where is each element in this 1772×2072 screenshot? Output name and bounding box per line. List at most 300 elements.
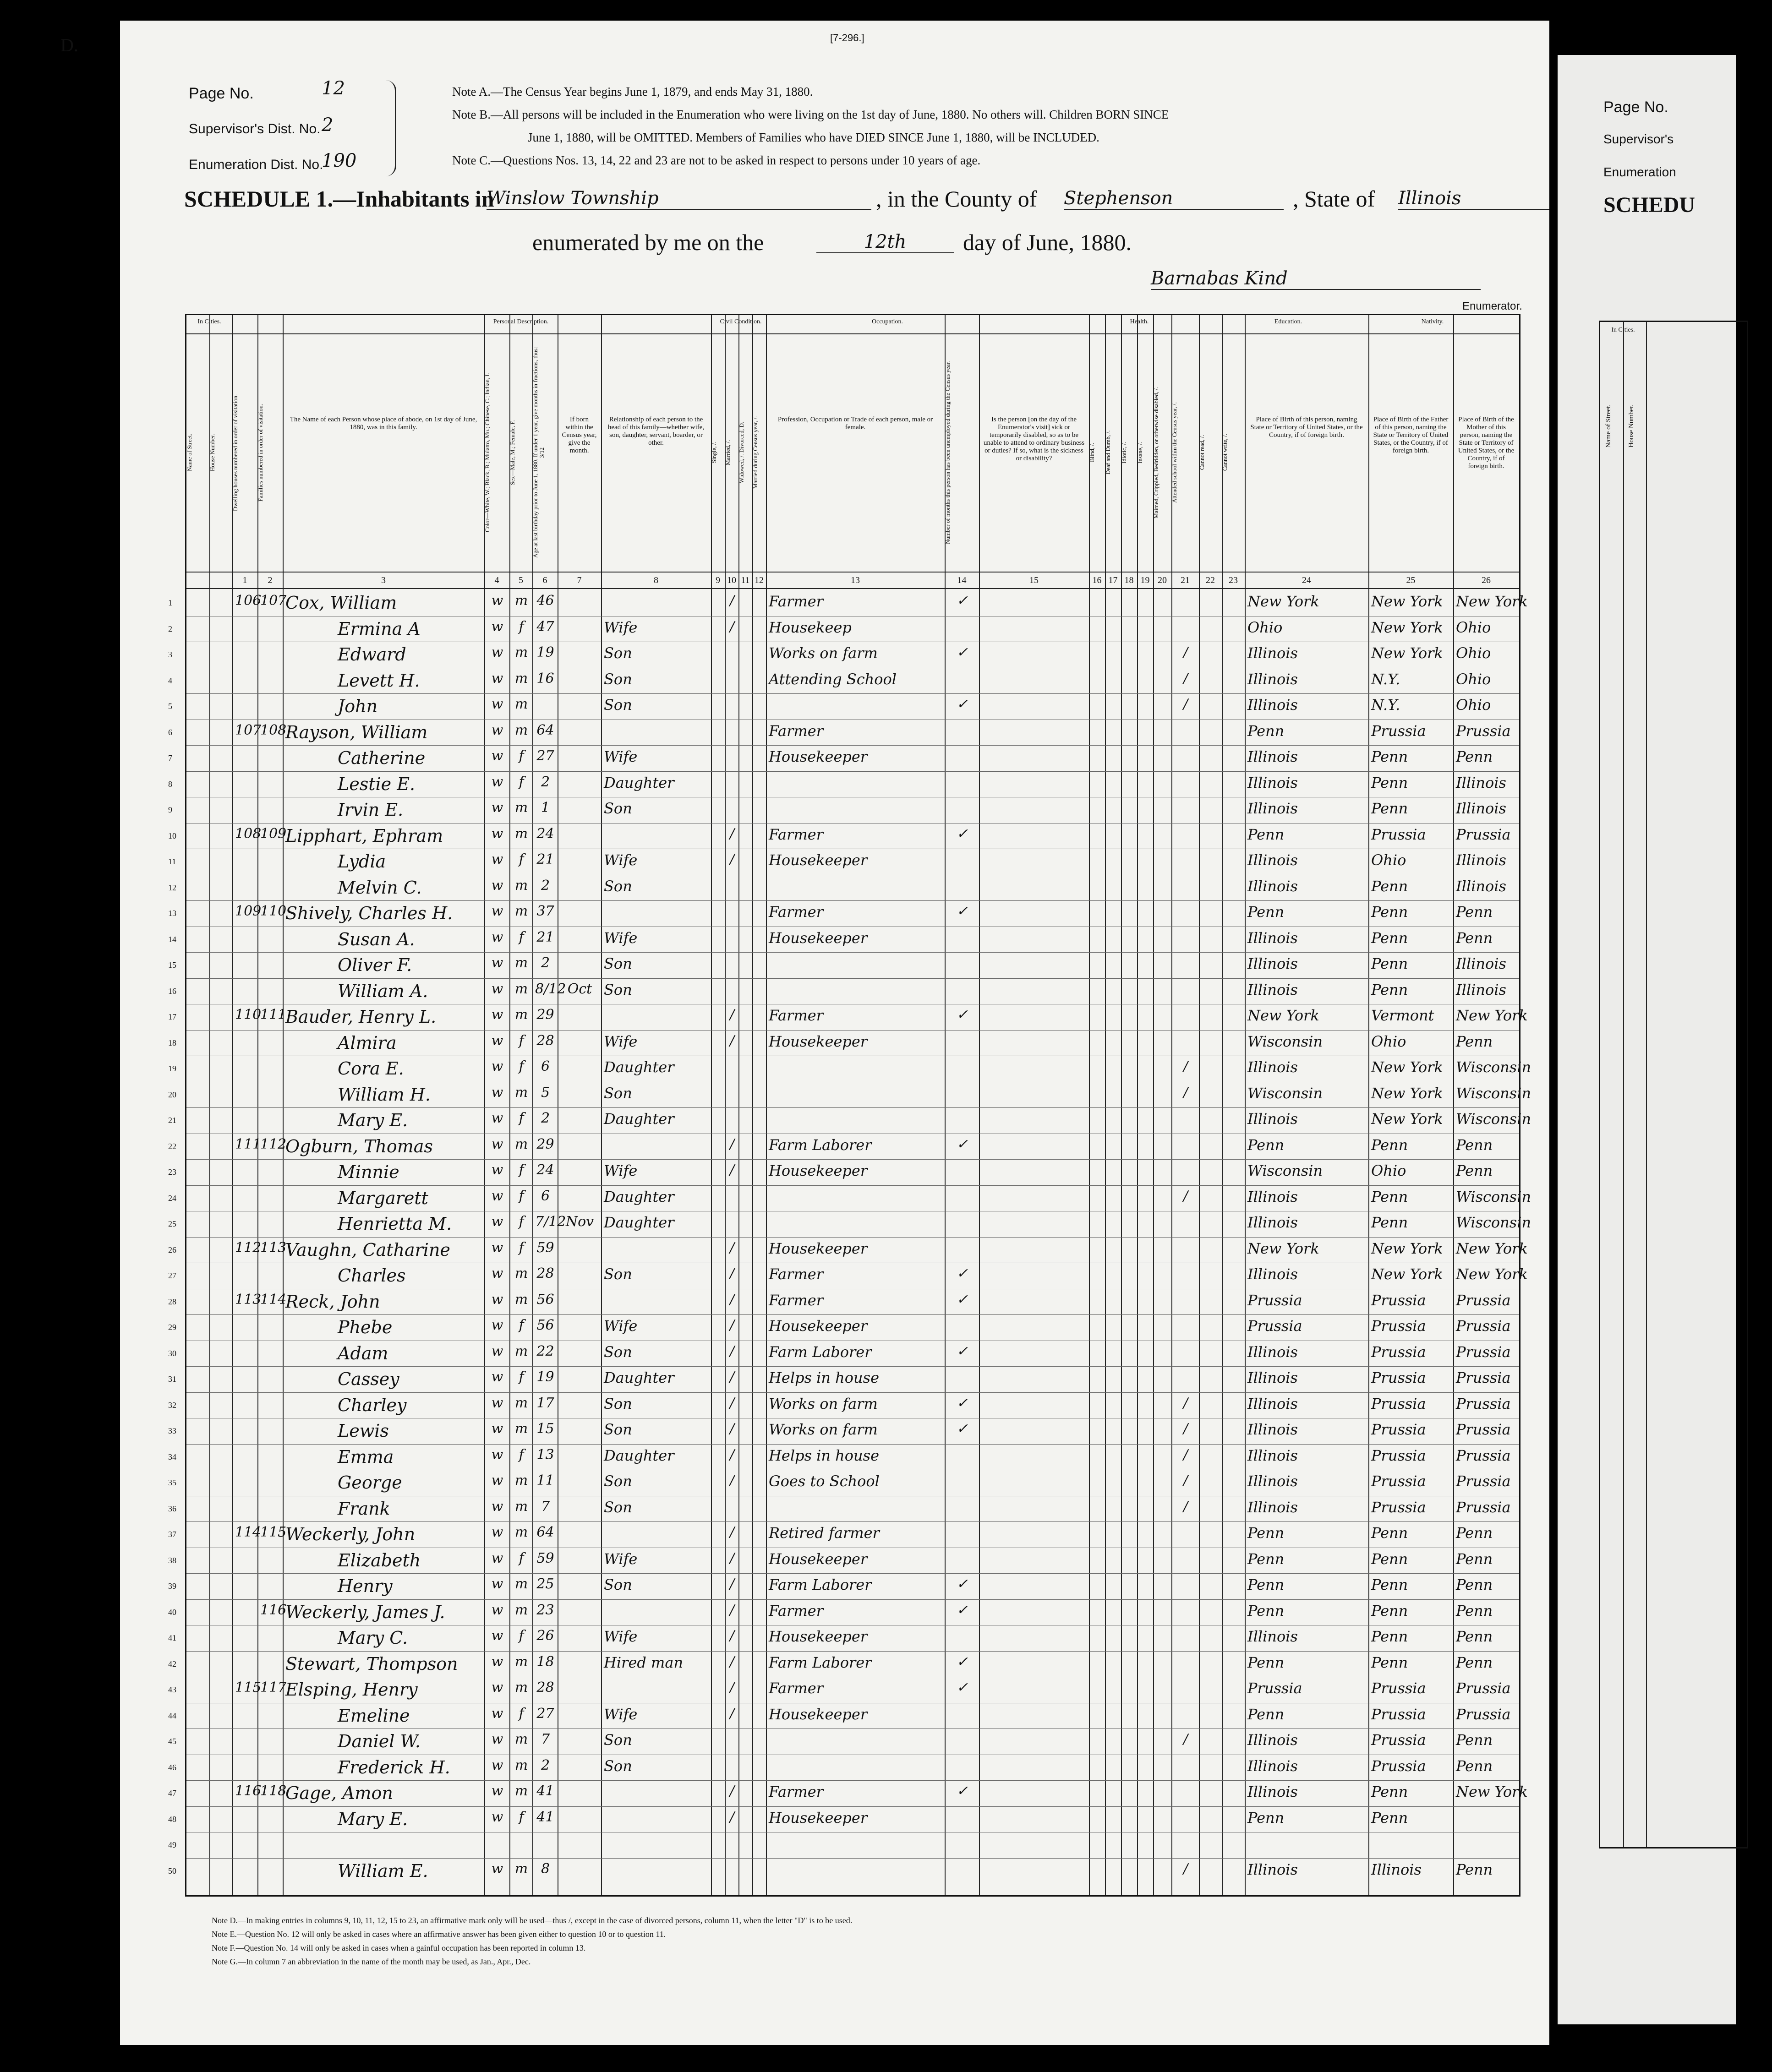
cell-sex: f xyxy=(519,1188,524,1204)
cell-color: w xyxy=(491,1058,503,1074)
cell-fb: Penn xyxy=(1371,981,1408,998)
table-row xyxy=(168,693,1519,720)
cell-age: 6 xyxy=(541,1188,550,1204)
cell-fb: Penn xyxy=(1371,800,1408,817)
cell-color: w xyxy=(491,1679,503,1696)
cell-fam: 116 xyxy=(260,1602,287,1618)
cell-sex: f xyxy=(519,1317,524,1333)
cell-fb: Prussia xyxy=(1371,825,1426,843)
cell-married: / xyxy=(729,1524,735,1540)
cell-b: Penn xyxy=(1247,722,1285,740)
cell-fb: New York xyxy=(1371,644,1443,662)
cell-rel: Wife xyxy=(604,618,638,636)
cell-fam: 118 xyxy=(260,1783,287,1799)
cell-name: Minnie xyxy=(338,1162,399,1182)
column-number: 10 xyxy=(727,575,736,585)
cell-rel: Wife xyxy=(604,1317,638,1335)
row-number: 41 xyxy=(168,1633,176,1642)
cell-b: Illinois xyxy=(1247,748,1298,765)
cell-name: William E. xyxy=(338,1860,428,1881)
cell-rel: Wife xyxy=(604,1162,638,1179)
cell-sex: f xyxy=(519,1032,524,1049)
cell-color: w xyxy=(491,1032,503,1049)
cell-color: w xyxy=(491,670,503,687)
cell-occ: Farmer xyxy=(769,1291,823,1309)
cell-age: 2 xyxy=(541,1757,550,1773)
cell-mb: Penn xyxy=(1456,1576,1493,1593)
cell-fam: 108 xyxy=(260,722,287,738)
cell-color: w xyxy=(491,929,503,945)
column-number: 3 xyxy=(381,575,386,585)
column-number: 5 xyxy=(519,575,523,585)
cell-unemp: ✓ xyxy=(956,825,968,842)
cell-name: Susan A. xyxy=(338,929,415,949)
column-number: 13 xyxy=(851,575,860,585)
table-row xyxy=(168,1107,1531,1134)
cell-sex: m xyxy=(514,1679,528,1696)
table-row xyxy=(168,1314,1519,1341)
cell-mb: Penn xyxy=(1456,1628,1493,1645)
cell-married: / xyxy=(729,1421,735,1437)
cell-mb: Prussia xyxy=(1456,1446,1511,1464)
cell-sex: m xyxy=(514,1757,528,1773)
cell-occ: Housekeeper xyxy=(769,1550,868,1568)
cell-mb: New York xyxy=(1456,1265,1528,1283)
cell-rel: Son xyxy=(604,981,632,998)
table-row xyxy=(168,616,1519,643)
group-in-cities: In Cities. xyxy=(197,318,221,325)
cell-color: w xyxy=(491,1395,503,1411)
table-row xyxy=(168,1030,1519,1057)
cell-name: Stewart, Thompson xyxy=(285,1653,458,1674)
cell-age: 21 xyxy=(536,929,554,945)
row-number: 18 xyxy=(168,1038,176,1047)
cell-color: w xyxy=(491,825,503,842)
cell-mb: Penn xyxy=(1456,1653,1493,1671)
cell-dw: 114 xyxy=(235,1524,262,1540)
cell-fb: Penn xyxy=(1371,1628,1408,1645)
adjacent-col-house: House Number. xyxy=(1628,404,1635,448)
column-header: Cannot read, /. xyxy=(1198,435,1205,470)
cell-unemp: ✓ xyxy=(956,1679,968,1696)
row-number: 34 xyxy=(168,1452,176,1461)
note-b-cont: June 1, 1880, will be OMITTED. Members of Families who have DIED SINCE June 1, 1880, will be INCLUDED. xyxy=(528,131,1099,144)
cell-fb: Prussia xyxy=(1371,1291,1426,1309)
cell-occ: Works on farm xyxy=(769,1421,878,1438)
cell-sex: m xyxy=(514,1343,528,1359)
cell-b: Illinois xyxy=(1247,1188,1298,1205)
cell-b: Illinois xyxy=(1247,1265,1298,1283)
adjacent-vline xyxy=(1623,322,1624,1847)
row-number: 43 xyxy=(168,1685,176,1694)
table-row xyxy=(168,1341,1519,1367)
cell-fb: Prussia xyxy=(1371,1369,1426,1386)
row-number: 30 xyxy=(168,1348,176,1358)
row-number: 40 xyxy=(168,1607,176,1617)
cell-mb: Prussia xyxy=(1456,1395,1511,1412)
cell-married: / xyxy=(729,1239,735,1256)
cell-fb: New York xyxy=(1371,593,1443,610)
cell-b: Illinois xyxy=(1247,1369,1298,1386)
cell-color: w xyxy=(491,1084,503,1101)
row-number: 38 xyxy=(168,1555,176,1565)
cell-married: / xyxy=(729,1291,735,1308)
row-number: 50 xyxy=(168,1866,176,1876)
cell-married: / xyxy=(729,1679,735,1696)
cell-school: / xyxy=(1183,1395,1188,1411)
cell-name: Shively, Charles H. xyxy=(285,903,453,923)
cell-married: / xyxy=(729,1369,735,1385)
cell-age: 46 xyxy=(536,593,554,609)
cell-rel: Son xyxy=(604,1757,632,1775)
cell-fb: Penn xyxy=(1371,1188,1408,1205)
cell-fb: Ohio xyxy=(1371,1162,1406,1179)
cell-rel: Daughter xyxy=(604,1214,674,1231)
cell-unemp: ✓ xyxy=(956,1653,968,1670)
cell-b: Penn xyxy=(1247,1602,1285,1619)
cell-name: Lestie E. xyxy=(338,774,416,794)
cell-mb: Illinois xyxy=(1456,774,1506,791)
cell-age: 17 xyxy=(536,1395,554,1411)
cell-age: 6 xyxy=(541,1058,550,1074)
row-number: 29 xyxy=(168,1323,176,1332)
row-number: 35 xyxy=(168,1478,176,1487)
column-header: Sex—Male, M.; Female, F. xyxy=(509,420,516,485)
cell-name: Oliver F. xyxy=(338,955,412,975)
row-number: 46 xyxy=(168,1762,176,1772)
cell-fb: Prussia xyxy=(1371,1343,1426,1361)
cell-mb: Penn xyxy=(1456,1757,1493,1775)
cell-color: w xyxy=(491,851,503,867)
cell-mb: Prussia xyxy=(1456,722,1511,740)
cell-fb: New York xyxy=(1371,1239,1443,1257)
cell-rel: Son xyxy=(604,1084,632,1102)
row-number: 8 xyxy=(168,779,172,789)
cell-b: Illinois xyxy=(1247,800,1298,817)
cell-name: Frederick H. xyxy=(338,1757,450,1778)
cell-unemp: ✓ xyxy=(956,1136,968,1152)
cell-color: w xyxy=(491,1421,503,1437)
cell-fam: 111 xyxy=(260,1007,287,1023)
cell-sex: m xyxy=(514,1395,528,1411)
cell-married: / xyxy=(729,1472,735,1489)
cell-married: / xyxy=(729,593,735,609)
table-row xyxy=(168,1858,1519,1885)
cell-rel: Son xyxy=(604,644,632,662)
cell-name: Cox, William xyxy=(285,593,397,613)
cell-age: 8/12 xyxy=(535,981,566,997)
cell-dw: 108 xyxy=(235,825,262,842)
cell-name: Weckerly, John xyxy=(285,1524,416,1544)
cell-mb: Prussia xyxy=(1456,1343,1511,1361)
cell-color: w xyxy=(491,1524,503,1540)
cell-name: Cora E. xyxy=(338,1058,404,1079)
cell-married: / xyxy=(729,1602,735,1618)
cell-occ: Farm Laborer xyxy=(769,1343,872,1361)
table-row xyxy=(168,1573,1519,1600)
column-header: Blind, /. xyxy=(1088,442,1095,463)
cell-b: Penn xyxy=(1247,825,1285,843)
schedule-county: Stephenson xyxy=(1064,188,1284,210)
cell-name: George xyxy=(338,1472,402,1493)
cell-mb: Illinois xyxy=(1456,800,1506,817)
column-number: 1 xyxy=(242,575,247,585)
cell-color: w xyxy=(491,877,503,894)
cell-name: Edward xyxy=(338,644,406,665)
cell-age: 19 xyxy=(536,644,554,660)
column-header: Age at last birthday prior to June 1, 1880. If under 1 year, give months in fractions, thus: 3/12 xyxy=(532,347,545,558)
cell-occ: Farmer xyxy=(769,593,823,610)
cell-b: Illinois xyxy=(1247,877,1298,895)
cell-married: / xyxy=(729,1395,735,1411)
cell-age: 27 xyxy=(536,748,554,764)
table-row xyxy=(168,1470,1519,1496)
cell-age: 7 xyxy=(541,1498,550,1515)
table-row xyxy=(168,875,1519,901)
cell-color: w xyxy=(491,1162,503,1178)
schedule-county-label: , in the County of xyxy=(876,186,1037,212)
cell-age: 13 xyxy=(536,1446,554,1463)
group-personal-description: Personal Description. xyxy=(493,318,549,325)
cell-fb: Penn xyxy=(1371,1653,1408,1671)
table-row xyxy=(168,745,1519,772)
cell-rel: Son xyxy=(604,877,632,895)
cell-name: Mary E. xyxy=(338,1110,408,1130)
cell-dw: 110 xyxy=(235,1007,262,1023)
cell-rel: Daughter xyxy=(604,1188,674,1205)
cell-age: 28 xyxy=(536,1032,554,1049)
cell-b: Penn xyxy=(1247,1576,1285,1593)
cell-unemp: ✓ xyxy=(956,1421,968,1437)
table-row xyxy=(168,1082,1531,1108)
cell-fam: 112 xyxy=(260,1136,287,1152)
cell-rel: Son xyxy=(604,1731,632,1749)
cell-name: Irvin E. xyxy=(338,800,404,820)
cell-color: w xyxy=(491,1550,503,1566)
cell-mb: Wisconsin xyxy=(1456,1188,1531,1205)
adjacent-schedule-label: SCHEDU xyxy=(1603,193,1695,217)
cell-married: / xyxy=(729,1343,735,1359)
column-header: Deaf and Dumb, /. xyxy=(1105,430,1111,475)
cell-fb: Penn xyxy=(1371,877,1408,895)
cell-color: w xyxy=(491,1188,503,1204)
column-header: House Number. xyxy=(209,434,216,471)
cell-occ: Works on farm xyxy=(769,1395,878,1412)
column-number: 18 xyxy=(1124,575,1134,585)
cell-b: Illinois xyxy=(1247,774,1298,791)
cell-unemp: ✓ xyxy=(956,1291,968,1308)
cell-color: w xyxy=(491,1291,503,1308)
page-no-label: Page No. xyxy=(189,85,254,102)
cell-b: New York xyxy=(1247,593,1319,610)
row-number: 19 xyxy=(168,1064,176,1073)
enum-prefix: enumerated by me on the xyxy=(532,229,764,255)
column-header: Families numbered in order of visitation. xyxy=(257,403,264,502)
row-number: 49 xyxy=(168,1840,176,1849)
cell-b: Illinois xyxy=(1247,981,1298,998)
cell-sex: m xyxy=(514,1860,528,1877)
cell-school: / xyxy=(1183,670,1188,687)
cell-mb: Penn xyxy=(1456,1860,1493,1878)
cell-name: John xyxy=(338,696,378,716)
column-header: Relationship of each person to the head of this family—whether wife, son, daughter, servant, boarder, or other. xyxy=(607,416,705,447)
cell-color: w xyxy=(491,1239,503,1256)
cell-name: Charles xyxy=(338,1265,406,1286)
cell-occ: Farm Laborer xyxy=(769,1653,872,1671)
cell-sex: m xyxy=(514,1084,528,1101)
cell-sex: m xyxy=(514,1472,528,1489)
cell-married: / xyxy=(729,1809,735,1825)
cell-rel: Son xyxy=(604,1498,632,1516)
cell-color: w xyxy=(491,1757,503,1773)
cell-age: 2 xyxy=(541,877,550,894)
cell-married: / xyxy=(729,851,735,867)
cell-rel: Wife xyxy=(604,929,638,947)
cell-rel: Wife xyxy=(604,851,638,869)
cell-name: Lewis xyxy=(338,1421,389,1441)
cell-fb: Prussia xyxy=(1371,1317,1426,1335)
cell-fb: Penn xyxy=(1371,1136,1408,1154)
adjacent-col-label: In Cities. xyxy=(1611,327,1635,333)
table-row xyxy=(168,1392,1519,1419)
row-number: 23 xyxy=(168,1167,176,1177)
row-number: 27 xyxy=(168,1271,176,1280)
cell-name: Adam xyxy=(338,1343,388,1363)
cell-rel: Son xyxy=(604,1472,632,1490)
note-c: Note C.—Questions Nos. 13, 14, 22 and 23 are not to be asked in respect to persons under 10 years of age. xyxy=(452,153,981,167)
row-number: 3 xyxy=(168,650,172,659)
cell-b: Illinois xyxy=(1247,1860,1298,1878)
cell-occ: Housekeeper xyxy=(769,1162,868,1179)
footnote-f: Note F.—Question No. 14 will only be asked in cases when a gainful occupation has been reported in column 13. xyxy=(212,1943,586,1952)
cell-occ: Goes to School xyxy=(769,1472,880,1490)
table-row xyxy=(168,952,1519,979)
cell-age: 7 xyxy=(541,1731,550,1747)
cell-rel: Daughter xyxy=(604,1369,674,1386)
cell-sex: f xyxy=(519,1705,524,1722)
cell-b: Illinois xyxy=(1247,1757,1298,1775)
cell-fb: Prussia xyxy=(1371,1421,1426,1438)
cell-name: Rayson, William xyxy=(285,722,428,742)
cell-mb: Prussia xyxy=(1456,1498,1511,1516)
row-number: 48 xyxy=(168,1814,176,1824)
cell-mb: Prussia xyxy=(1456,825,1511,843)
cell-mb: Wisconsin xyxy=(1456,1110,1531,1128)
cell-fb: Penn xyxy=(1371,929,1408,947)
table-row xyxy=(168,1703,1519,1729)
cell-sex: f xyxy=(519,1809,524,1825)
cell-b: Illinois xyxy=(1247,1214,1298,1231)
cell-name: Levett H. xyxy=(338,670,420,691)
cell-sex: f xyxy=(519,1110,524,1126)
column-number: 7 xyxy=(577,575,582,585)
cell-fb: Prussia xyxy=(1371,722,1426,740)
cell-occ: Helps in house xyxy=(769,1446,880,1464)
row-number: 26 xyxy=(168,1245,176,1254)
table-row xyxy=(168,900,1519,927)
column-header: Profession, Occupation or Trade of each person, male or female. xyxy=(777,416,933,431)
cell-b: Illinois xyxy=(1247,1343,1298,1361)
cell-age: 25 xyxy=(536,1576,554,1592)
cell-rel: Daughter xyxy=(604,1446,674,1464)
column-header: Married during Census year, /. xyxy=(752,416,759,489)
cell-color: w xyxy=(491,1214,503,1230)
cell-occ: Housekeeper xyxy=(769,1032,868,1050)
cell-b: Illinois xyxy=(1247,1058,1298,1076)
cell-age: 11 xyxy=(536,1472,554,1489)
cell-married: / xyxy=(729,1136,735,1152)
table-row xyxy=(168,1185,1531,1212)
cell-age: 37 xyxy=(536,903,554,919)
row-number: 45 xyxy=(168,1737,176,1746)
adjacent-supervisor-label: Supervisor's xyxy=(1603,132,1674,146)
row-number: 14 xyxy=(168,934,176,944)
row-number: 9 xyxy=(168,805,172,814)
column-number: 14 xyxy=(957,575,967,585)
cell-name: Melvin C. xyxy=(338,877,422,898)
cell-name: Henrietta M. xyxy=(338,1214,452,1234)
table-row xyxy=(168,590,1528,616)
cell-name: Bauder, Henry L. xyxy=(285,1007,437,1027)
row-number: 5 xyxy=(168,702,172,711)
cell-rel: Wife xyxy=(604,1705,638,1723)
cell-school: / xyxy=(1183,696,1188,712)
note-a: Note A.—The Census Year begins June 1, 1879, and ends May 31, 1880. xyxy=(452,85,813,98)
cell-unemp: ✓ xyxy=(956,593,968,609)
column-number: 26 xyxy=(1482,575,1491,585)
column-header: Cannot write, /. xyxy=(1221,434,1228,471)
adjacent-col-street: Name of Street. xyxy=(1605,404,1612,448)
cell-sex: m xyxy=(514,696,528,712)
cell-name: Cassey xyxy=(338,1369,399,1389)
table-row xyxy=(168,1263,1528,1289)
adjacent-enumeration-label: Enumeration xyxy=(1603,165,1676,179)
cell-fb: Penn xyxy=(1371,1576,1408,1593)
cell-school: / xyxy=(1183,644,1188,660)
table-row xyxy=(168,1728,1519,1755)
cell-sex: m xyxy=(514,644,528,660)
column-number: 19 xyxy=(1140,575,1150,585)
cell-age: 47 xyxy=(536,618,554,635)
cell-married: / xyxy=(729,1783,735,1799)
cell-rel: Wife xyxy=(604,1628,638,1645)
cell-married: / xyxy=(729,1550,735,1566)
cell-sex: f xyxy=(519,1058,524,1074)
cell-age: 41 xyxy=(536,1783,554,1799)
column-header: Single, /. xyxy=(711,442,717,463)
cell-b: Penn xyxy=(1247,903,1285,921)
cell-mb: Illinois xyxy=(1456,851,1506,869)
cell-color: w xyxy=(491,1446,503,1463)
column-header: Color—White, W.; Black, B.; Mulatto, Mu.; Chinese, C.; Indian, I. xyxy=(484,373,491,532)
cell-color: w xyxy=(491,1007,503,1023)
column-number: 8 xyxy=(654,575,658,585)
cell-sex: f xyxy=(519,851,524,867)
cell-fam: 114 xyxy=(260,1291,287,1308)
cell-age: 2 xyxy=(541,1110,550,1126)
cell-occ: Housekeeper xyxy=(769,929,868,947)
column-header: Widowed, /. Divorced, D. xyxy=(738,421,745,484)
cell-color: w xyxy=(491,1136,503,1152)
cell-sex: f xyxy=(519,1214,524,1230)
cell-rel: Son xyxy=(604,670,632,688)
cell-name: Ogburn, Thomas xyxy=(285,1136,433,1156)
cell-sex: m xyxy=(514,1602,528,1618)
cell-unemp: ✓ xyxy=(956,644,968,660)
cell-name: William A. xyxy=(338,981,428,1001)
table-row xyxy=(168,1806,1519,1833)
table-row xyxy=(168,1548,1519,1574)
